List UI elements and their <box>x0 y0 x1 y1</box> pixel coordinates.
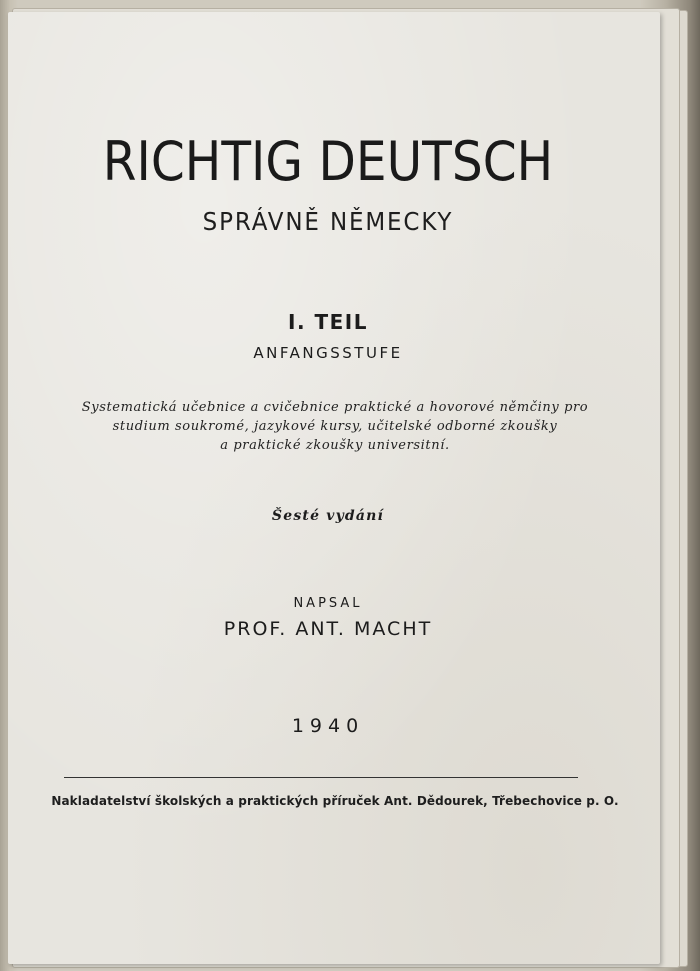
part-number: I. TEIL <box>288 310 368 334</box>
level-label: ANFANGSSTUFE <box>253 344 403 362</box>
author-name: PROF. ANT. MACHT <box>223 618 433 640</box>
book-title: RICHTIG DEUTSCH <box>102 130 554 193</box>
description-line: Systematická učebnice a cvičebnice praktické a hovorové němčiny pro <box>81 400 589 415</box>
publisher-line: Nakladatelství školských a praktických příruček Ant. Dědourek, Třebechovice p. O. <box>51 794 619 808</box>
author-label: NAPSAL <box>293 596 363 611</box>
title-page <box>8 12 660 964</box>
edition-label: Šesté vydání <box>271 508 385 524</box>
divider-line <box>64 777 578 778</box>
book-subtitle: SPRÁVNĚ NĚMECKY <box>202 207 454 236</box>
description-line: a praktické zkoušky universitní. <box>220 438 450 453</box>
book-description <box>48 398 622 455</box>
publication-year: 1940 <box>291 715 365 737</box>
description-line: studium soukromé, jazykové kursy, učitelské odborné zkoušky <box>112 419 558 434</box>
